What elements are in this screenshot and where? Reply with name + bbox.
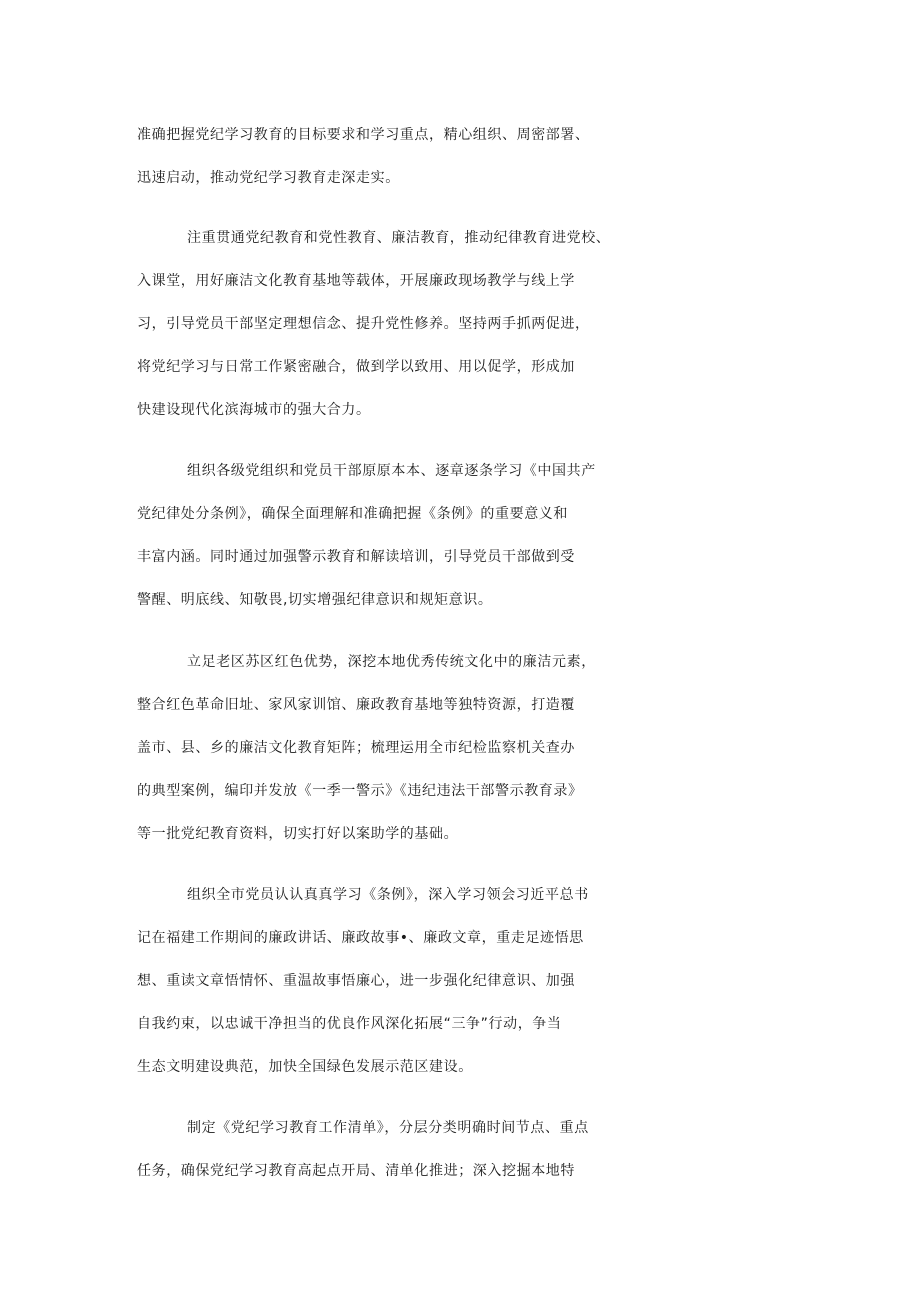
paragraph-3-line-1: 组织各级党组织和党员干部原原本本、逐章逐条学习《中国共产 — [187, 463, 596, 479]
paragraph-2-line-5: 快建设现代化滨海城市的强大合力。 — [137, 402, 371, 418]
paragraph-3-line-3: 丰富内涵。同时通过加强警示教育和解读培训，引导党员干部做到受 — [137, 549, 575, 565]
paragraph-4-line-1: 立足老区苏区红色优势，深挖本地优秀传统文化中的廉洁元素， — [187, 654, 596, 670]
paragraph-4-line-3: 盖市、县、乡的廉洁文化教育矩阵；梳理运用全市纪检监察机关查办 — [137, 740, 575, 756]
paragraph-4-line-2: 整合红色革命旧址、家风家训馆、廉政教育基地等独特资源，打造覆 — [137, 697, 575, 713]
paragraph-3-line-2: 党纪律处分条例》，确保全面理解和准确把握《条例》的重要意义和 — [137, 506, 568, 522]
paragraph-2-line-4: 将党纪学习与日常工作紧密融合，做到学以致用、用以促学，形成加 — [137, 359, 575, 375]
paragraph-5-line-1: 组织全市党员认认真真学习《条例》，深入学习领会习近平总书 — [187, 887, 589, 903]
paragraph-2-line-1: 注重贯通党纪教育和党性教育、廉洁教育，推动纪律教育进党校、 — [187, 230, 611, 246]
paragraph-5-line-3: 想、重读文章悟情怀、重温故事悟廉心，进一步强化纪律意识、加强 — [137, 973, 575, 989]
paragraph-4-line-5: 等一批党纪教育资料，切实打好以案助学的基础。 — [137, 826, 459, 842]
paragraph-5-line-2: 记在福建工作期间的廉政讲话、廉政故事•、廉政文章，重走足迹悟思 — [137, 930, 584, 946]
paragraph-6-line-1: 制定《党纪学习教育工作清单》，分层分类明确时间节点、重点 — [187, 1120, 589, 1136]
paragraph-2-line-3: 习，引导党员干部坚定理想信念、提升党性修养。坚持两手抓两促进， — [137, 316, 590, 332]
paragraph-1-line-2: 迅速启动，推动党纪学习教育走深走实。 — [137, 170, 400, 186]
paragraph-6-line-2: 任务，确保党纪学习教育高起点开局、清单化推进；深入挖掘本地特 — [137, 1163, 575, 1179]
paragraph-4-line-4: 的典型案例，编印并发放《一季一警示》《违纪违法干部警示教育录》 — [137, 783, 583, 799]
paragraph-2-line-2: 入课堂，用好廉洁文化教育基地等载体，开展廉政现场教学与线上学 — [137, 273, 575, 289]
paragraph-5-line-5: 生态文明建设典范，加快全国绿色发展示范区建设。 — [137, 1059, 473, 1075]
paragraph-5-line-4: 自我约束，以忠诚干净担当的优良作风深化拓展“三争”行动，争当 — [137, 1016, 562, 1032]
paragraph-3-line-4: 警醒、明底线、知敬畏,切实增强纪律意识和规矩意识。 — [137, 592, 493, 608]
paragraph-1-line-1: 准确把握党纪学习教育的目标要求和学习重点，精心组织、周密部署、 — [137, 127, 590, 143]
